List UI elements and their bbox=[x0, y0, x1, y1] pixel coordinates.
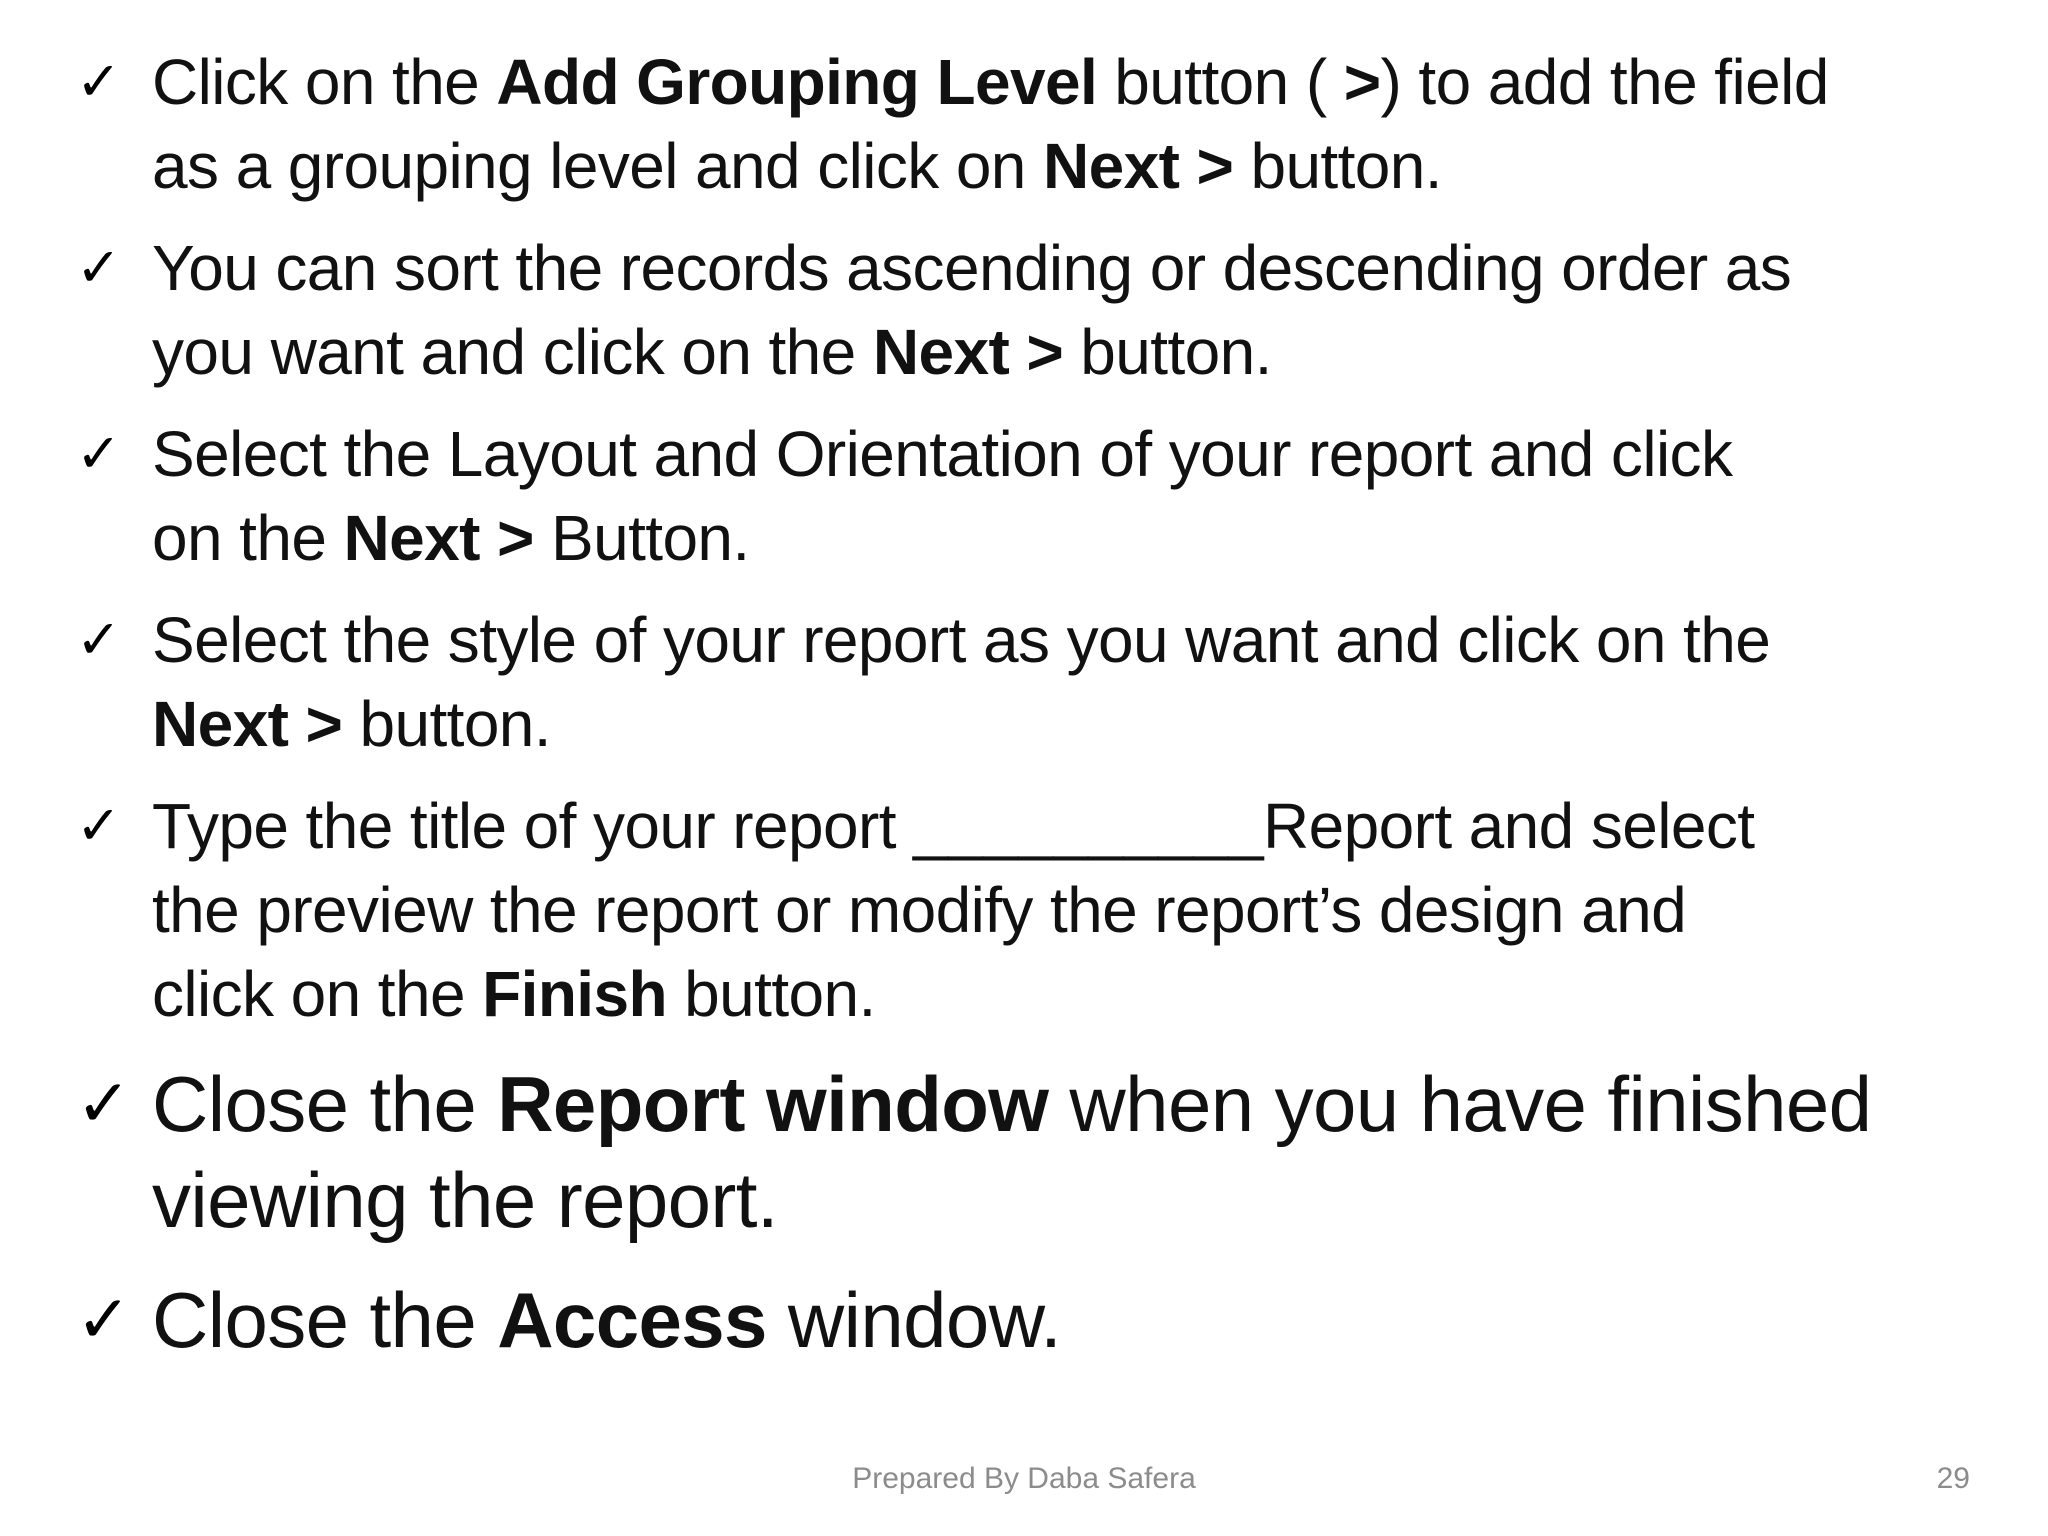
bullet-text bbox=[152, 412, 2032, 580]
text-run: on the bbox=[152, 502, 344, 574]
text-run: You can sort the records ascending or descending order as bbox=[152, 232, 1792, 304]
bold-text-run: Next > bbox=[343, 502, 534, 574]
bullet-line bbox=[152, 226, 2032, 310]
bold-text-run: Report window bbox=[497, 1060, 1049, 1148]
text-run: button ( bbox=[1097, 46, 1344, 118]
bullet-line bbox=[152, 496, 2032, 580]
text-run: Button. bbox=[533, 502, 750, 574]
bullet-text bbox=[152, 1056, 2032, 1248]
text-run: Type the title of your report __________Report and select bbox=[152, 790, 1755, 862]
page-number: 29 bbox=[1936, 1462, 1970, 1495]
bold-text-run: Add Grouping Level bbox=[496, 46, 1098, 118]
bullet-line bbox=[152, 1272, 2032, 1368]
bullet-line bbox=[152, 310, 2032, 394]
bullet-text bbox=[152, 784, 2032, 1036]
checkmark-icon: ✓ bbox=[76, 1065, 132, 1142]
text-run: window. bbox=[766, 1276, 1062, 1364]
bullet-line bbox=[152, 124, 2032, 208]
text-run: button. bbox=[1063, 316, 1272, 388]
bullet-line bbox=[152, 598, 2032, 682]
bullet-line bbox=[152, 40, 2032, 124]
bold-text-run: > bbox=[1343, 46, 1381, 118]
bullet-line bbox=[152, 1056, 2032, 1152]
text-run: Select the Layout and Orientation of your report and click bbox=[152, 418, 1733, 490]
bold-text-run: Next > bbox=[152, 688, 343, 760]
checkmark-icon: ✓ bbox=[76, 608, 122, 671]
text-run: Click on the bbox=[152, 46, 497, 118]
text-run: you want and click on the bbox=[152, 316, 873, 388]
bullet-line bbox=[152, 412, 2032, 496]
bold-text-run: Finish bbox=[482, 958, 667, 1030]
bullet-text bbox=[152, 1272, 2032, 1368]
text-run: button. bbox=[342, 688, 551, 760]
text-run: Close the bbox=[152, 1276, 498, 1364]
bullet-line bbox=[152, 1152, 2032, 1248]
bullet-text bbox=[152, 40, 2032, 208]
text-run: when you have finished bbox=[1048, 1060, 1872, 1148]
bullet-line bbox=[152, 868, 2032, 952]
bullet-line bbox=[152, 784, 2032, 868]
text-run: as a grouping level and click on bbox=[152, 130, 1043, 202]
footer-author: Prepared By Daba Safera bbox=[852, 1462, 1196, 1495]
checkmark-icon: ✓ bbox=[76, 794, 122, 857]
bullet-line bbox=[152, 952, 2032, 1036]
text-run: Close the bbox=[152, 1060, 498, 1148]
checkmark-icon: ✓ bbox=[76, 422, 122, 485]
bold-text-run: Next > bbox=[1042, 130, 1234, 202]
checkmark-icon: ✓ bbox=[76, 1281, 132, 1358]
bold-text-run: Next > bbox=[872, 316, 1064, 388]
text-run: Select the style of your report as you want and click on the bbox=[152, 604, 1771, 676]
bullet-text bbox=[152, 598, 2032, 766]
text-run: ) to add the field bbox=[1380, 46, 1829, 118]
bold-text-run: Access bbox=[497, 1276, 767, 1364]
text-run: viewing the report. bbox=[152, 1156, 778, 1244]
text-run: button. bbox=[666, 958, 876, 1030]
bullet-text bbox=[152, 226, 2032, 394]
text-run: button. bbox=[1233, 130, 1442, 202]
checkmark-icon: ✓ bbox=[76, 236, 122, 299]
checkmark-icon: ✓ bbox=[76, 50, 122, 113]
text-run: click on the bbox=[152, 958, 483, 1030]
text-run: the preview the report or modify the report’s design and bbox=[152, 874, 1687, 946]
bullet-line bbox=[152, 682, 2032, 766]
